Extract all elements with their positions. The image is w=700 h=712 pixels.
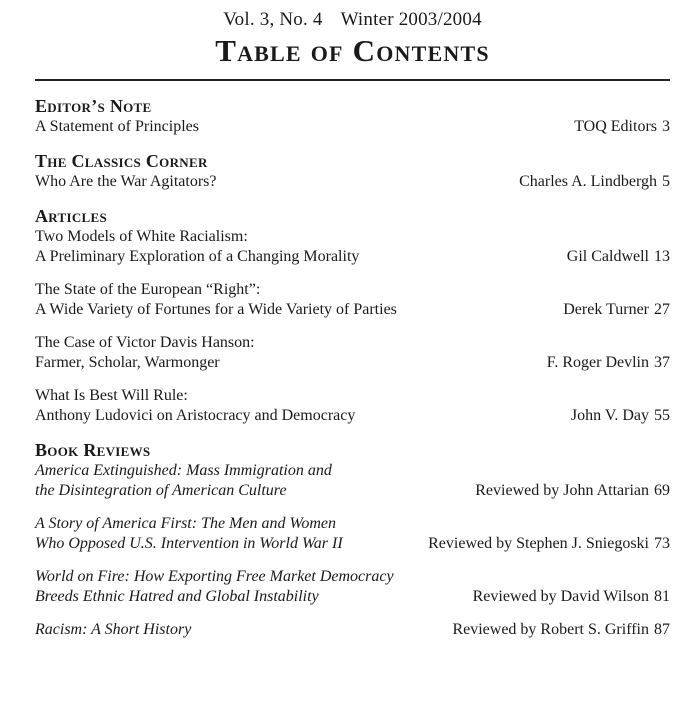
toc-entry[interactable]	[35, 386, 670, 426]
header-divider	[35, 79, 670, 81]
issue-season: Winter 2003/2004	[340, 9, 482, 30]
entry-byline	[535, 353, 670, 373]
entry-page-number: 81	[654, 588, 670, 605]
entry-title-line: The State of the European “Right”:	[35, 281, 261, 298]
entry-title-line: Farmer, Scholar, Warmonger	[35, 354, 220, 371]
entry-title-line: Who Opposed U.S. Intervention in World War II	[35, 535, 343, 552]
entry-author: Derek Turner	[563, 301, 649, 318]
table-of-contents-page	[35, 0, 670, 712]
entry-author: F. Roger Devlin	[546, 354, 649, 371]
entry-title-line: What Is Best Will Rule:	[35, 387, 188, 404]
entry-title-line: World on Fire: How Exporting Free Market Democracy	[35, 568, 394, 585]
entry-byline	[551, 300, 670, 320]
entry-page-number: 13	[654, 248, 670, 265]
toc-entry[interactable]	[35, 280, 670, 320]
entry-title	[35, 333, 535, 373]
entry-title	[35, 461, 463, 501]
entry-author: Reviewed by Robert S. Griffin	[452, 621, 649, 638]
toc-entry[interactable]	[35, 172, 670, 192]
entry-byline	[463, 481, 670, 501]
entry-author: John V. Day	[570, 407, 649, 424]
entry-page-number: 73	[654, 535, 670, 552]
entry-page-number: 5	[662, 173, 670, 190]
entry-title-line: A Statement of Principles	[35, 118, 199, 135]
entry-title-line: Breeds Ethnic Hatred and Global Instability	[35, 588, 319, 605]
entry-page-number: 37	[654, 354, 670, 371]
entry-title	[35, 227, 555, 267]
entry-title	[35, 386, 559, 426]
entry-byline	[461, 587, 670, 607]
issue-line	[35, 9, 670, 31]
entry-title-line: The Case of Victor Davis Hanson:	[35, 334, 255, 351]
entry-title	[35, 567, 461, 607]
section-title: Articles	[35, 206, 108, 226]
entry-title	[35, 280, 551, 320]
entry-byline	[440, 620, 670, 640]
entry-title-line: America Extinguished: Mass Immigration and	[35, 462, 332, 479]
entry-title-line: Two Models of White Racialism:	[35, 228, 248, 245]
entry-author: Reviewed by David Wilson	[472, 588, 649, 605]
entry-byline	[562, 117, 670, 137]
entry-author: Reviewed by Stephen J. Sniegoski	[428, 535, 649, 552]
section-title: The Classics Corner	[35, 151, 208, 171]
entry-author: TOQ Editors	[574, 118, 657, 135]
entry-byline	[507, 172, 670, 192]
toc-entry[interactable]	[35, 117, 670, 137]
toc-entry[interactable]	[35, 227, 670, 267]
toc-entry[interactable]	[35, 461, 670, 501]
section-title: Editor’s Note	[35, 96, 152, 116]
entry-byline	[555, 247, 670, 267]
entry-title	[35, 172, 507, 192]
section-title: Book Reviews	[35, 440, 151, 460]
entry-title-line: the Disintegration of American Culture	[35, 482, 287, 499]
entry-page-number: 55	[654, 407, 670, 424]
entry-title	[35, 514, 416, 554]
entry-title	[35, 620, 440, 640]
toc-list	[35, 95, 670, 640]
entry-author: Reviewed by John Attarian	[475, 482, 649, 499]
toc-section	[35, 150, 670, 192]
entry-page-number: 3	[662, 118, 670, 135]
toc-section	[35, 95, 670, 137]
entry-title-line: A Story of America First: The Men and Women	[35, 515, 337, 532]
toc-entry[interactable]	[35, 514, 670, 554]
entry-page-number: 87	[654, 621, 670, 638]
entry-byline	[416, 534, 670, 554]
volume-number: Vol. 3, No. 4	[223, 9, 323, 30]
entry-title-line: A Preliminary Exploration of a Changing Morality	[35, 248, 360, 265]
entry-title-line: A Wide Variety of Fortunes for a Wide Variety of Parties	[35, 301, 397, 318]
entry-page-number: 27	[654, 301, 670, 318]
entry-byline	[559, 406, 670, 426]
toc-entry[interactable]	[35, 567, 670, 607]
toc-section	[35, 439, 670, 640]
page-title: Table of Contents	[215, 33, 490, 68]
entry-title-line: Who Are the War Agitators?	[35, 173, 217, 190]
toc-entry[interactable]	[35, 333, 670, 373]
entry-title-line: Racism: A Short History	[35, 621, 192, 638]
toc-section	[35, 205, 670, 426]
toc-entry[interactable]	[35, 620, 670, 640]
entry-title	[35, 117, 562, 137]
entry-page-number: 69	[654, 482, 670, 499]
entry-author: Charles A. Lindbergh	[519, 173, 657, 190]
entry-author: Gil Caldwell	[566, 248, 649, 265]
entry-title-line: Anthony Ludovici on Aristocracy and Democracy	[35, 407, 356, 424]
